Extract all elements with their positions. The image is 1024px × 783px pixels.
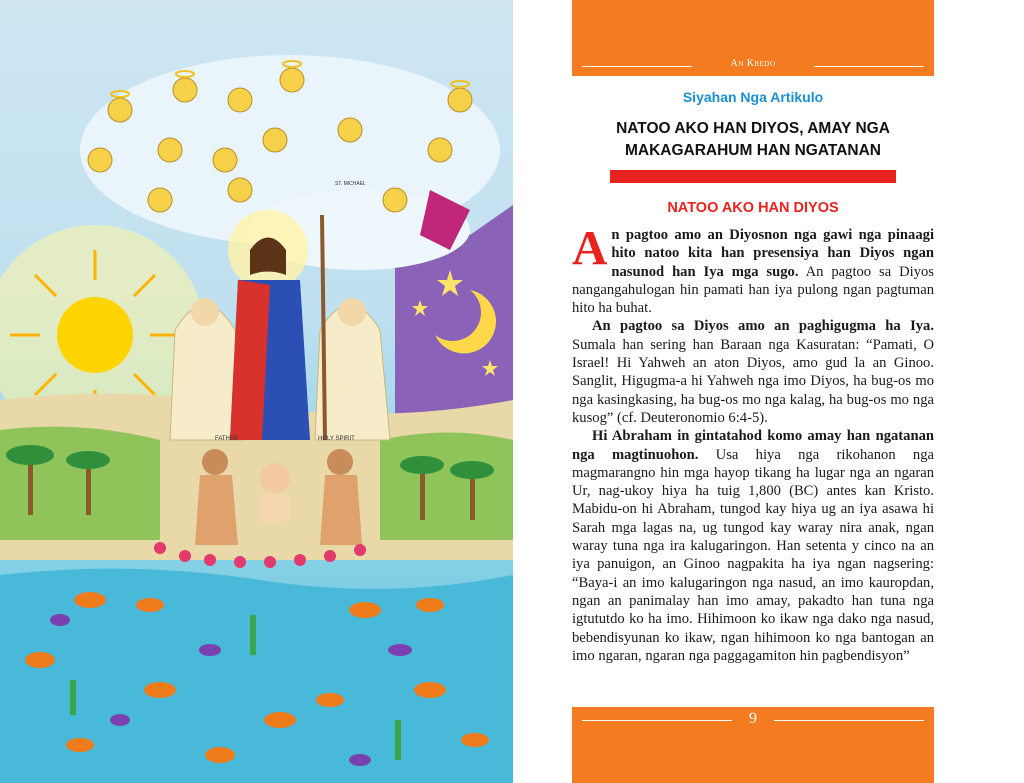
article-label: Siyahan Nga Artikulo	[682, 89, 824, 105]
paragraph-2	[572, 317, 934, 427]
paragraph-1-text: An pagtoo sa Diyos nangangahulogan hin pamati han iya pulong ngan pagtuman hito ha buhat.	[572, 263, 934, 317]
drop-cap: A	[572, 220, 608, 275]
label-holy-spirit: HOLY SPIRIT	[318, 436, 355, 442]
paragraph-2-text: Sumala han sering han Baraan nga Kasuratan: “Pamati, O Israel! Hi Yahweh an aton Diyos, amo gud la an Ginoo. Sanglit, Higugma-a hi Yahweh nga imo Diyos, ha bug-os mo nga kasingkasing, ha bug-os mo nga kalag, ha bug-os mo nga kusog” (cf. Deuteronomio 6:4-5).	[572, 336, 934, 426]
paragraph-1-bold: n pagtoo amo an Diyosnon nga gawi nga pinaagi hito natoo kita han presensiya han Diyos ngan nasunod han Iya mga sugo.	[611, 227, 934, 280]
paragraph-1	[572, 220, 934, 317]
label-michael: ST. MICHAEL	[335, 181, 366, 187]
header-rule-right	[814, 66, 924, 67]
footer-band	[572, 707, 934, 783]
paragraph-3	[572, 427, 934, 665]
child-figure	[260, 463, 290, 493]
article-title-line-1: NATOO AKO HAN DIYOS, AMAY NGA	[616, 120, 890, 137]
article-title-line-2: MAKAGARAHUM HAN NGATANAN	[624, 142, 881, 159]
running-head: An Kredo	[730, 58, 776, 69]
page-number: 9	[749, 710, 757, 727]
body-text	[572, 220, 934, 665]
article-title	[572, 118, 934, 162]
red-divider-bar	[610, 170, 896, 183]
paragraph-2-bold: An pagtoo sa Diyos amo an paghigugma ha Iya.	[592, 318, 934, 335]
section-heading: NATOO AKO HAN DIYOS	[667, 200, 839, 216]
paragraph-3-text: Usa hiya nga rikohanon nga magmarangno hin mga hayop tikang ha lugar nga an ngaran Ur, nag-ukoy hiya ha tuig 1,800 (BC) antes kan Kristo. Mabidu-on hi Abraham, tungod kay hiya ug an iya asawa hi Sarah mga lagas na, ug tungod kay waray nira anak, ngan waray tuna nga ira kalugaringon. Han setenta y cinco na an iya panuigon, an Ginoo nagpakita ha iya ngan nagsering: “Baya-i an imo kalugaringon nga nasud, an imo kauropdan, ngan an panimalay han imo amay, pakadto han tuna nga igtututdo ko ha imo. Hihimoon ko ikaw nga dako nga nasud, bebendisyunan ko ikaw, ngan hihimoon ko nga bantogan an imo ngaran, ngaran nga paggagamiton hin pagbendisyon”	[572, 446, 934, 664]
footer-rule-right	[774, 720, 924, 721]
paragraph-3-bold: Hi Abraham in gintatahod komo amay han ngatanan nga magtinuohon.	[572, 428, 934, 463]
text-page	[513, 0, 1024, 783]
label-father: FATHER	[215, 436, 239, 442]
header-band	[572, 0, 934, 76]
